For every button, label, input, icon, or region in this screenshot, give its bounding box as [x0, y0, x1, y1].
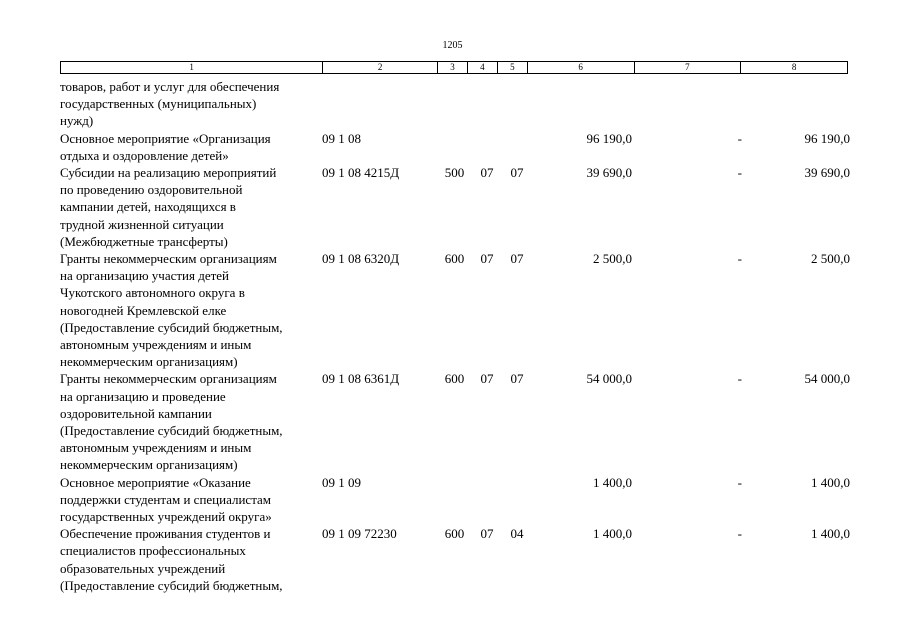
row-name-line: Гранты некоммерческим организациям — [60, 371, 277, 387]
row-name-line: (Межбюджетные трансферты) — [60, 233, 228, 249]
row-name — [60, 474, 322, 526]
table-row — [60, 474, 860, 526]
header-col-3: 3 — [437, 62, 467, 73]
row-name-line: трудной жизненной ситуации — [60, 216, 224, 232]
row-name-line: новогодней Кремлевской елке — [60, 302, 227, 318]
row-name-line: Основное мероприятие «Оказание — [60, 474, 251, 490]
row-name-line: государственных учреждений округа» — [60, 509, 272, 525]
table-row — [60, 525, 860, 594]
row-col-5 — [502, 474, 532, 526]
row-name-line: некоммерческим организациям) — [60, 354, 238, 370]
row-name-line: нужд) — [60, 113, 94, 129]
row-col-4: 07 — [480, 251, 494, 267]
row-col-5: 04 — [510, 526, 524, 542]
row-name-line: некоммерческим организациям) — [60, 457, 238, 473]
row-col-4 — [472, 130, 502, 164]
row-col-6: 1 400,0 — [593, 474, 632, 490]
row-col-8: 1 400,0 — [811, 474, 850, 490]
row-col-7: - — [737, 526, 742, 542]
row-name-line: Гранты некоммерческим организациям — [60, 251, 277, 267]
row-col-3: 600 — [444, 371, 465, 387]
row-col-5: 07 — [510, 371, 524, 387]
row-col-8 — [742, 78, 850, 130]
header-col-5: 5 — [497, 62, 527, 73]
row-name-line: специалистов профессиональных — [60, 543, 246, 559]
row-col-3: 500 — [444, 165, 465, 181]
row-col-3: 600 — [444, 251, 465, 267]
header-col-1: 1 — [189, 62, 194, 72]
row-col-6: 96 190,0 — [586, 130, 632, 146]
row-col-8: 39 690,0 — [804, 165, 850, 181]
row-col-5 — [502, 130, 532, 164]
table-row — [60, 78, 860, 130]
row-col-5: 07 — [510, 251, 524, 267]
table-row — [60, 164, 860, 250]
row-code — [322, 78, 437, 130]
row-name-line: образовательных учреждений — [60, 560, 226, 576]
row-col-7: - — [737, 251, 742, 267]
row-name — [60, 525, 322, 594]
row-name-line: Чукотского автономного округа в — [60, 285, 245, 301]
row-name-line: Обеспечение проживания студентов и — [60, 526, 271, 542]
row-name-line: государственных (муниципальных) — [60, 96, 257, 112]
header-col-6: 6 — [527, 62, 634, 73]
row-code: 09 1 08 6320Д — [322, 251, 400, 267]
row-name-line: автономным учреждениям и иным — [60, 337, 252, 353]
row-name-line: на организацию и проведение — [60, 388, 226, 404]
row-col-6 — [532, 78, 632, 130]
row-col-6: 2 500,0 — [593, 251, 632, 267]
row-col-8: 54 000,0 — [804, 371, 850, 387]
row-name — [60, 250, 322, 370]
row-col-4 — [472, 78, 502, 130]
page-number: 1205 — [442, 40, 463, 51]
header-col-2: 2 — [322, 62, 437, 73]
row-name-line: (Предоставление субсидий бюджетным, — [60, 319, 283, 335]
row-code: 09 1 08 4215Д — [322, 165, 400, 181]
row-col-3 — [437, 78, 472, 130]
row-col-7 — [632, 78, 742, 130]
row-code: 09 1 09 — [322, 474, 361, 490]
row-name-line: товаров, работ и услуг для обеспечения — [60, 79, 280, 94]
row-code: 09 1 09 72230 — [322, 526, 397, 542]
row-col-7: - — [737, 474, 742, 490]
row-col-7: - — [737, 371, 742, 387]
row-name — [60, 78, 322, 130]
table-row — [60, 370, 860, 473]
row-name-line: отдыха и оздоровление детей» — [60, 147, 229, 163]
row-col-6: 54 000,0 — [586, 371, 632, 387]
row-name-line: Основное мероприятие «Организация — [60, 130, 271, 146]
row-col-4: 07 — [480, 526, 494, 542]
row-name-line: кампании детей, находящихся в — [60, 199, 236, 215]
row-col-4 — [472, 474, 502, 526]
row-col-5 — [502, 78, 532, 130]
row-col-5: 07 — [510, 165, 524, 181]
header-col-7: 7 — [634, 62, 741, 73]
row-col-6: 39 690,0 — [586, 165, 632, 181]
table-row — [60, 250, 860, 370]
row-name — [60, 130, 322, 164]
row-col-3 — [437, 130, 472, 164]
row-col-8: 1 400,0 — [811, 526, 850, 542]
row-name-line: по проведению оздоровительной — [60, 182, 243, 198]
row-col-4: 07 — [480, 165, 494, 181]
row-name-line: на организацию участия детей — [60, 268, 230, 284]
row-name — [60, 164, 322, 250]
row-name-line: оздоровительной кампании — [60, 405, 212, 421]
row-name-line: Субсидии на реализацию мероприятий — [60, 165, 277, 181]
header-col-8: 8 — [740, 62, 847, 73]
row-name — [60, 370, 322, 473]
row-name-line: автономным учреждениям и иным — [60, 440, 252, 456]
row-name-line: поддержки студентам и специалистам — [60, 491, 272, 507]
row-col-3: 600 — [444, 526, 465, 542]
row-name-line: (Предоставление субсидий бюджетным, — [60, 577, 283, 593]
table-header — [60, 61, 848, 74]
row-col-4: 07 — [480, 371, 494, 387]
row-code: 09 1 08 — [322, 130, 361, 146]
table-row — [60, 130, 860, 164]
header-col-4: 4 — [467, 62, 497, 73]
row-col-7: - — [737, 165, 742, 181]
row-col-8: 96 190,0 — [804, 130, 850, 146]
row-col-3 — [437, 474, 472, 526]
row-name-line: (Предоставление субсидий бюджетным, — [60, 423, 283, 439]
row-col-7: - — [737, 130, 742, 146]
row-col-6: 1 400,0 — [593, 526, 632, 542]
row-code: 09 1 08 6361Д — [322, 371, 400, 387]
row-col-8: 2 500,0 — [811, 251, 850, 267]
table-body — [60, 78, 860, 594]
